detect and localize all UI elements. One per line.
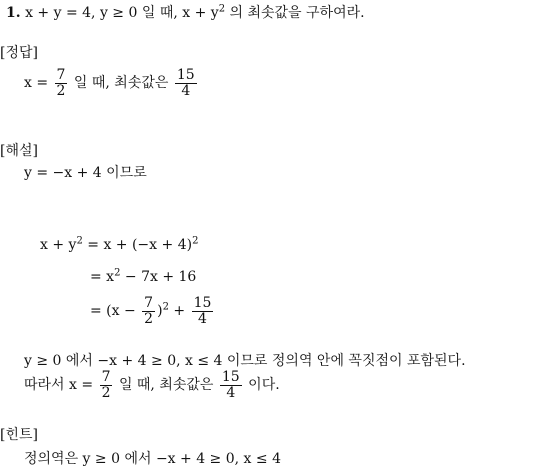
conclusion2-fraction-x <box>100 370 113 401</box>
hint-header: [힌트] <box>0 427 38 443</box>
conclusion2-b: 일 때, 최솟값은 <box>118 377 218 393</box>
eq3-a: = (x − <box>90 303 136 319</box>
eq3-fraction2 <box>192 296 214 327</box>
solution-eq1 <box>40 236 198 254</box>
eq1-rhs-exp: 2 <box>192 235 199 247</box>
eq2-tail: − 7x + 16 <box>120 269 197 285</box>
answer-fraction-x-num: 7 <box>56 66 66 83</box>
conclusion2-fraction-min <box>220 370 242 401</box>
eq3-fraction-den: 2 <box>144 310 154 327</box>
eq1-lhs-exp: 2 <box>76 235 83 247</box>
eq1-rhs: = x + (−x + 4) <box>82 237 193 253</box>
solution-line1: y = −x + 4 이므로 <box>24 165 147 181</box>
eq3-fraction-num: 7 <box>144 294 154 311</box>
eq2-exp: 2 <box>114 267 121 279</box>
eq3-fraction <box>142 296 155 327</box>
eq1-lhs: x + y <box>40 237 77 253</box>
eq3-b: ) <box>157 303 163 319</box>
conclusion2-fraction-min-den: 4 <box>220 385 242 401</box>
problem-statement-tail: 의 최솟값을 구하여라. <box>225 5 365 21</box>
answer-fraction-min-den: 4 <box>175 83 197 99</box>
solution-eq3 <box>90 292 215 330</box>
answer-header: [정답] <box>0 45 38 61</box>
solution-header: [해설] <box>0 143 38 159</box>
eq3-fraction2-num: 15 <box>193 294 212 311</box>
problem-number: 1. <box>6 5 21 21</box>
hint-text: 정의역은 y ≥ 0 에서 −x + 4 ≥ 0, x ≤ 4 <box>24 451 281 467</box>
answer-line <box>24 64 199 102</box>
eq3-exp: 2 <box>162 301 169 313</box>
conclusion2-c: 이다. <box>248 377 280 393</box>
conclusion2-fraction-min-num: 15 <box>221 368 240 385</box>
eq3-fraction2-den: 4 <box>192 311 214 327</box>
problem-line <box>6 4 365 22</box>
conclusion2-fraction-x-den: 2 <box>101 384 111 401</box>
eq2-main: = x <box>90 269 115 285</box>
answer-fraction-min-num: 15 <box>176 66 195 83</box>
solution-conclusion2 <box>24 366 280 404</box>
problem-exponent: 2 <box>218 3 226 15</box>
answer-mid: 일 때, 최솟값은 <box>73 75 173 91</box>
problem-statement: x + y = 4, y ≥ 0 일 때, x + y <box>25 5 219 21</box>
eq3-c: + <box>168 303 186 319</box>
solution-eq2 <box>90 268 196 286</box>
answer-lhs: x = <box>24 75 49 91</box>
conclusion2-fraction-x-num: 7 <box>101 368 111 385</box>
answer-fraction-x <box>55 68 68 99</box>
solution-conclusion1: y ≥ 0 에서 −x + 4 ≥ 0, x ≤ 4 이므로 정의역 안에 꼭짓점이 포함된다. <box>24 353 466 369</box>
answer-fraction-x-den: 2 <box>56 82 66 99</box>
answer-fraction-min <box>175 68 197 99</box>
conclusion2-a: 따라서 x = <box>24 377 94 393</box>
